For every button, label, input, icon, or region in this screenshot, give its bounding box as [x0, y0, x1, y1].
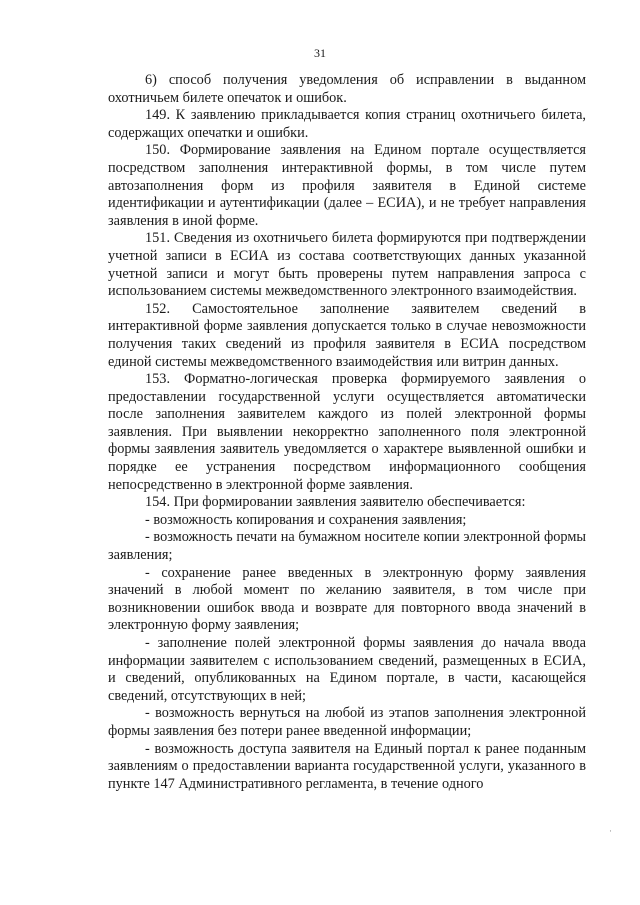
paragraph-151: 151. Сведения из охотничьего билета формируются при подтверждении учетной записи в ЕСИА из состава соответствующих данных указанной учетной записи и могут быть проверены путем направления запроса с использованием системы межведомственного электронного взаимодействия.	[108, 230, 586, 300]
paragraph-153: 153. Форматно-логическая проверка формируемого заявления о предоставлении государственной услуги осуществляется автоматически после заполнения заявителем каждого из полей электронной формы заявления. При выявлении некорректно заполненного поля электронной формы заявления заявитель уведомляется о характере выявленной ошибки и порядке ее устранения посредством информационного сообщения непосредственно в электронной форме заявления.	[108, 371, 586, 493]
list-item-access-previous: - возможность доступа заявителя на Единый портал к ранее поданным заявлениям о предоставлении варианта государственной услуги, указанного в пункте 147 Административного регламента, в течение одного	[108, 740, 586, 792]
document-body	[108, 72, 586, 793]
paragraph-149: 149. К заявлению прикладывается копия страниц охотничьего билета, содержащих опечатки и ошибки.	[108, 107, 586, 141]
page-number: 31	[314, 46, 326, 60]
paragraph-150: 150. Формирование заявления на Едином портале осуществляется посредством заполнения интерактивной формы, в том числе путем автозаполнения форм из профиля заявителя в Единой системе идентификации и аутентификации (далее – ЕСИА), и не требует направления заявления в иной форме.	[108, 142, 586, 229]
list-item-return-step: - возможность вернуться на любой из этапов заполнения электронной формы заявления без потери ранее введенной информации;	[108, 705, 586, 739]
list-item-copy-save: - возможность копирования и сохранения заявления;	[145, 511, 467, 528]
list-item-print: - возможность печати на бумажном носителе копии электронной формы заявления;	[108, 529, 586, 564]
list-item-save-values: - сохранение ранее введенных в электронную форму заявления значений в любой момент по желанию заявителя, в том числе при возникновении ошибок ввода и возврате для повторного ввода значений в электронную форму заявления;	[108, 564, 586, 634]
list-item-autofill: - заполнение полей электронной формы заявления до начала ввода информации заявителем с использованием сведений, размещенных в ЕСИА, и сведений, опубликованных на Едином портале, в части, касающейся сведений, отсутствующих в ней;	[108, 635, 586, 704]
paragraph-152: 152. Самостоятельное заполнение заявителем сведений в интерактивной форме заявления допускается только в случае невозможности получения таких сведений из профиля заявителя в ЕСИА посредством единой системы межведомственного взаимодействия или витрин данных.	[108, 300, 586, 370]
paragraph-6-notification-method: 6) способ получения уведомления об исправлении в выданном охотничьем билете опечаток и ошибок.	[108, 72, 586, 106]
paragraph-154: 154. При формировании заявления заявителю обеспечивается:	[145, 494, 526, 511]
scan-mark: ·	[609, 826, 612, 836]
